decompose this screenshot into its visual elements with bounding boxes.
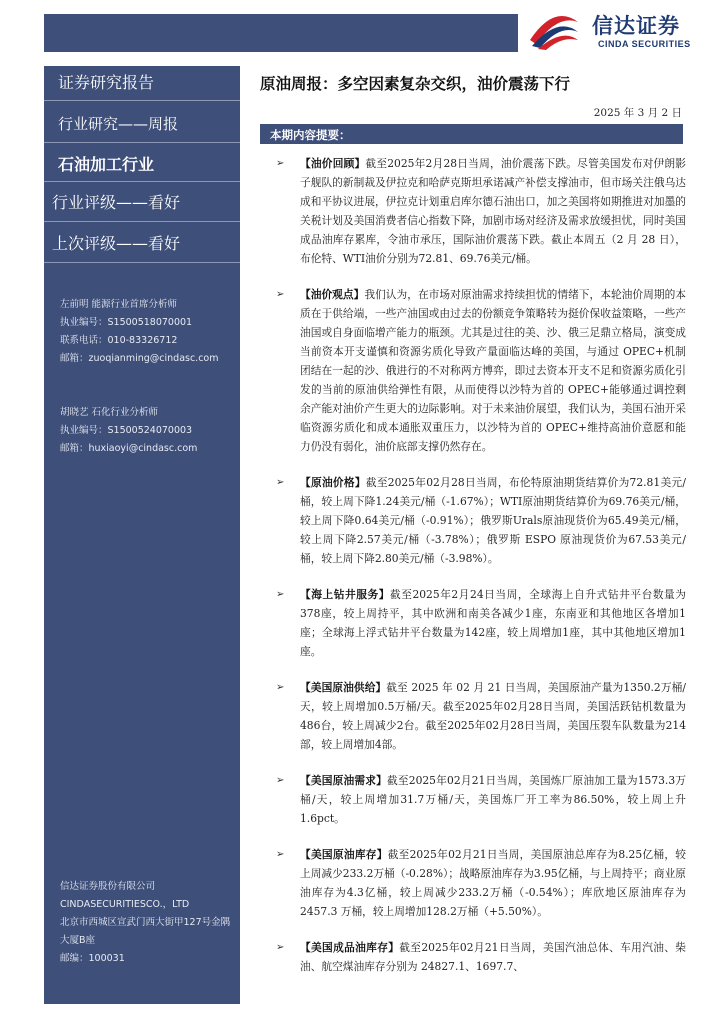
bullet-us-demand — [276, 771, 686, 828]
bullet-oil-price-view — [276, 285, 686, 456]
company-address: 北京市西城区宣武门西大街甲127号金隅 — [60, 917, 231, 928]
sidebar-divider — [44, 221, 240, 222]
analyst-license: 执业编号：S1500518070001 — [60, 317, 193, 328]
analyst-phone: 联系电话：010-83326712 — [60, 335, 178, 346]
summary-header — [260, 124, 683, 144]
analyst-name: 胡晓艺 石化行业分析师 — [60, 407, 159, 418]
analyst-name: 左前明 能源行业首席分析师 — [60, 299, 178, 310]
summary-label: 本期内容提要： — [270, 128, 351, 142]
bullet-tag: 【美国原油需求】 — [300, 774, 388, 787]
previous-rating: 上次评级——看好 — [52, 234, 181, 253]
company-postcode: 邮编：100031 — [60, 953, 125, 964]
bullet-crude-prices — [276, 473, 686, 568]
bullet-text: 截至2025年2月24日当周，全球海上自升式钻井平台数量为378座，较上周持平，其中欧洲和南美各减少1座，东南亚和其他地区各增加1座；全球海上浮式钻井平台数量为142座，较上周增加1座，其中其他地区增加1座。 — [300, 588, 686, 658]
sidebar-divider — [44, 262, 240, 263]
report-date: 2025 年 3 月 2 日 — [593, 107, 682, 119]
report-title: 原油周报：多空因素复杂交织，油价震荡下行 — [260, 75, 571, 93]
bullet-text: 截至2025年02月28日当周，布伦特原油期货结算价为72.81美元/桶，较上周下降1.24美元/桶（-1.67%）；WTI原油期货结算价为69.76美元/桶，较上周下降0.64美元/桶（-0.91%）；俄罗斯Urals原油现货价为65.49美元/桶，较上周下降2.57美元/桶（-3.78%）；俄罗斯 ESPO 原油现货价为67.53美元/桶，较上周下降2.80美元/桶（-3.98%）。 — [300, 476, 686, 565]
bullet-tag: 【美国原油供给】 — [300, 681, 387, 694]
arrow-bullet-icon: ➢ — [276, 775, 285, 786]
sidebar-divider — [44, 181, 240, 182]
bullet-us-crude-inventory — [276, 845, 686, 921]
company-name-en: CINDASECURITIESCO.，LTD — [60, 899, 190, 910]
bullet-tag: 【海上钻井服务】 — [300, 588, 390, 601]
bullet-text: 我们认为，在市场对原油需求持续担忧的情绪下，本轮油价周期的本质在于供给端，一些产油国或由过去的份额竞争策略转为挺价保收益策略，一些产油国或自身面临增产能力的瓶颈。尤其是过往的美、沙、俄三足鼎立格局，演变成当前资本开支谨慎和资源劣质化导致产量面临达峰的美国，与通过 OPEC+机制团结在一起的沙、俄进行的不对称两方博弈，即过去资本开支不足和资源劣质化引发的当前的原油供给弹性有限，从而使得以沙特为首的 OPEC+能够通过调控剩余产能对油价产生更大的边际影响。对于未来油价展望，我们认为，美国石油开采临资源劣质化和成本通胀双重压力，以沙特为首的 OPEC+维持高油价意愿和能力仍没有弱化，油价底部支撑仍然存在。 — [300, 288, 686, 453]
bullet-text: 截至2025年2月28日当周，油价震荡下跌。尽管美国发布对伊朗影子舰队的新制裁及伊拉克和哈萨克斯坦承诺减产补偿支撑油市，但市场关注俄乌达成和平协议进展，伊拉克计划重启库尔德石油出口，加之美国将如期推进对加墨的关税计划及美国消费者信心指数下降，加剧市场对经济及需求放缓担忧，同时美国成品油库存累库，令油市承压，国际油价震荡下跌。截止本周五（2 月 28 日），布伦特、WTI油价分别为72.81、69.76美元/桶。 — [300, 157, 686, 265]
bullet-text: 截至2025年02月21日当周，美国原油总库存为8.25亿桶，较上周减少233.2万桶（-0.28%）；战略原油库存为3.95亿桶，与上周持平；商业原油库存为4.3亿桶，较上周减少233.2万桶（-0.54%）；库欣地区原油库存为 2457.3 万桶，较上周增加128.2万桶（+5.50%）。 — [300, 848, 686, 918]
company-logo — [528, 8, 708, 52]
analyst-email: 邮箱：huxiaoyi@cindasc.com — [60, 443, 198, 454]
arrow-bullet-icon: ➢ — [276, 289, 285, 300]
bullet-tag: 【油价回顾】 — [300, 157, 366, 170]
bullet-oil-price-review — [276, 154, 686, 268]
company-address-line2: 大厦B座 — [60, 935, 96, 946]
logo-text-cn: 信达证券 — [592, 14, 680, 38]
bullet-tag: 【油价观点】 — [300, 288, 365, 301]
industry-name: 石油加工行业 — [58, 155, 155, 174]
report-category: 行业研究——周报 — [58, 115, 179, 133]
bullet-tag: 【原油价格】 — [300, 476, 366, 489]
bullet-tag: 【美国成品油库存】 — [300, 941, 400, 954]
analyst-license: 执业编号：S1500524070003 — [60, 425, 193, 436]
sidebar-divider — [44, 142, 240, 143]
bullet-offshore-drilling — [276, 585, 686, 661]
analyst-email: 邮箱：zuoqianming@cindasc.com — [60, 353, 219, 364]
logo-text-en: CINDA SECURITIES — [598, 39, 691, 49]
bullet-us-supply — [276, 678, 686, 754]
arrow-bullet-icon: ➢ — [276, 942, 285, 953]
cinda-logo-icon — [528, 10, 580, 50]
arrow-bullet-icon: ➢ — [276, 158, 285, 169]
bullet-text: 截至2025年02月21日当周，美国炼厂原油加工量为1573.3万桶/天，较上周增加31.7万桶/天，美国炼厂开工率为86.50%，较上周上升1.6pct。 — [300, 774, 686, 825]
header-banner — [44, 14, 518, 52]
report-type: 证券研究报告 — [58, 73, 155, 92]
arrow-bullet-icon: ➢ — [276, 849, 285, 860]
arrow-bullet-icon: ➢ — [276, 682, 285, 693]
industry-rating: 行业评级——看好 — [52, 193, 181, 212]
summary-content — [276, 154, 686, 993]
bullet-text: 截至 2025 年 02 月 21 日当周，美国原油产量为1350.2万桶/天，较上周增加0.5万桶/天。截至2025年02月28日当周，美国活跃钻机数量为486台，较上周减少2台。截至2025年02月28日当周，美国压裂车队数量为214部，较上周增加4部。 — [300, 681, 686, 751]
bullet-text: 截至2025年02月21日当周，美国汽油总体、车用汽油、柴油、航空煤油库存分别为 24827.1、1697.7、 — [300, 941, 686, 973]
arrow-bullet-icon: ➢ — [276, 477, 285, 488]
company-name-cn: 信达证券股份有限公司 — [60, 881, 156, 892]
bullet-tag: 【美国原油库存】 — [300, 848, 388, 861]
bullet-us-product-inventory — [276, 938, 686, 976]
sidebar — [44, 66, 240, 1004]
sidebar-divider — [44, 100, 240, 101]
arrow-bullet-icon: ➢ — [276, 589, 285, 600]
